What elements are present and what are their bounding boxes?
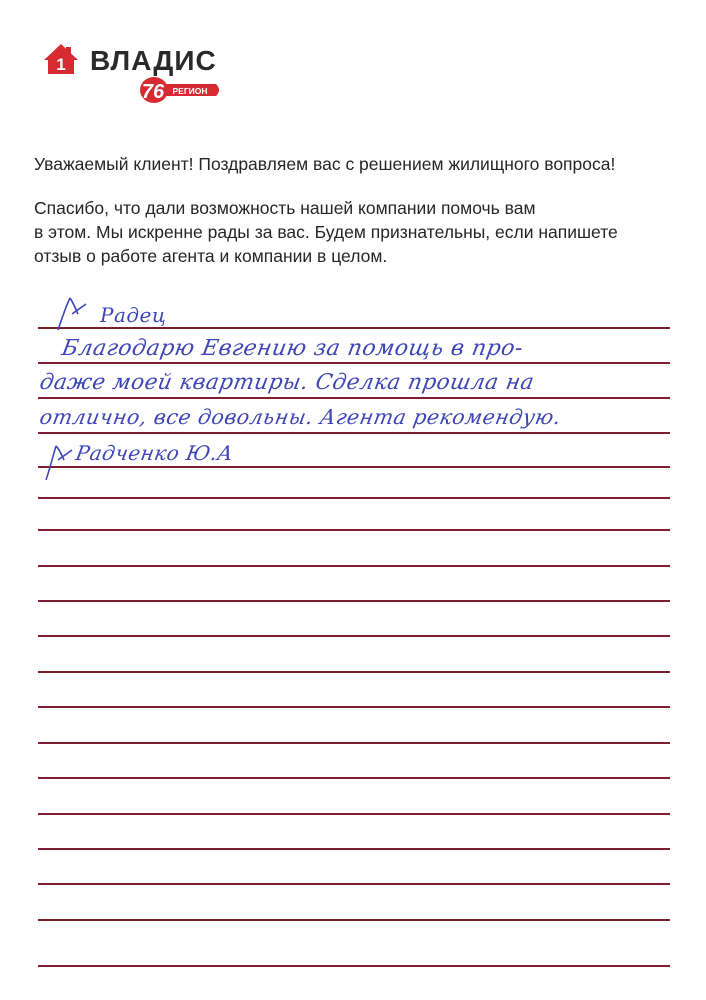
house-digit: 1 [56,55,66,74]
badge-text: РЕГИОН [172,86,208,96]
review-line-4: отлично, все довольны. Агента рекомендую. [37,405,564,429]
thanks-line-1: Спасибо, что дали возможность нашей компании помочь вам [34,198,536,218]
review-line-1: Радец [100,303,167,327]
slash-mark-icon [52,296,92,336]
greeting-paragraph: Уважаемый клиент! Поздравляем вас с решением жилищного вопроса! [34,154,616,174]
review-line-3: даже моей квартиры. Сделка прошла на [37,370,537,395]
review-line-2: Благодарю Евгению за помощь в про- [59,336,526,361]
review-signature: Радченко Ю.А [73,441,236,465]
brand-name: ВЛАДИС [90,45,217,76]
thanks-line-3: отзыв о работе агента и компании в целом. [34,246,388,266]
badge-number: 76 [141,81,165,103]
thanks-line-2: в этом. Мы искренне рады за вас. Будем признательны, если напишете [34,222,618,242]
slash-mark-icon [40,440,78,484]
